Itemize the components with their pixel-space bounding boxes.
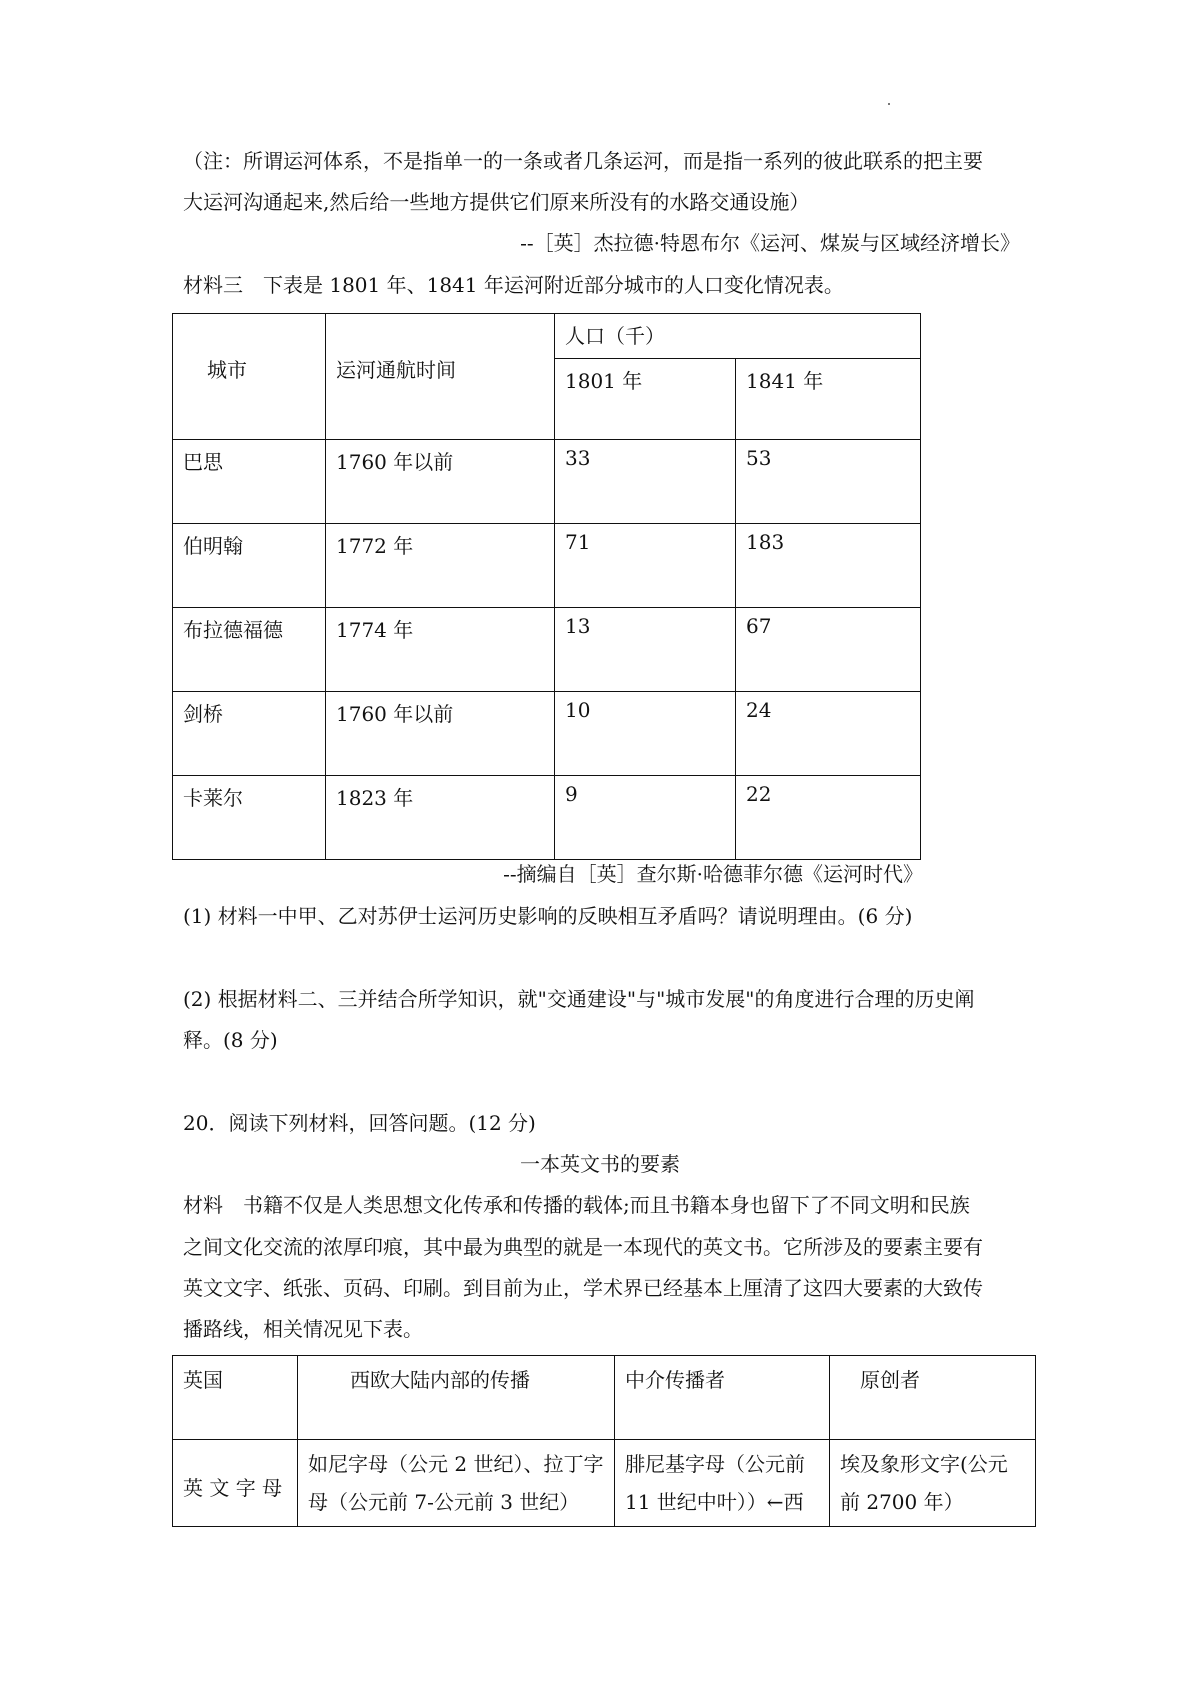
table-header-row: [173, 314, 921, 359]
cell-1841: 183: [736, 524, 921, 608]
cell-city: 巴思: [173, 440, 326, 524]
cell-1841: 67: [736, 608, 921, 692]
cell-1841: 22: [736, 776, 921, 860]
row-label-letters: 英 文 字 母: [173, 1440, 298, 1527]
question-2-line-1: (2) 根据材料二、三并结合所学知识，就"交通建设"与"城市发展"的角度进行合理的历史阐: [183, 987, 975, 1011]
header-city: 城市: [173, 314, 326, 440]
question-2-line-2: 释。(8 分): [183, 1028, 278, 1052]
header-population: 人口（千）: [555, 314, 921, 359]
cell-city: 卡莱尔: [173, 776, 326, 860]
cell-time: 1823 年: [326, 776, 555, 860]
question-20-subtitle: 一本英文书的要素: [520, 1152, 680, 1176]
cell-time: 1760 年以前: [326, 440, 555, 524]
cell-west-europe: 如尼字母（公元 2 世纪）、拉丁字母（公元前 7-公元前 3 世纪）: [298, 1440, 615, 1527]
header-1801: 1801 年: [555, 359, 736, 440]
cell-1801: 71: [555, 524, 736, 608]
material-line: 播路线，相关情况见下表。: [183, 1317, 423, 1341]
cell-time: 1772 年: [326, 524, 555, 608]
note-source: --［英］杰拉德·特恩布尔《运河、煤炭与区域经济增长》: [520, 231, 1020, 255]
material-line: 英文文字、纸张、页码、印刷。到目前为止，学术界已经基本上厘清了这四大要素的大致传: [183, 1276, 983, 1300]
scan-speck: [888, 103, 890, 105]
note-line-1: （注：所谓运河体系，不是指单一的一条或者几条运河，而是指一系列的彼此联系的把主要: [183, 149, 983, 173]
cell-1801: 9: [555, 776, 736, 860]
question-20-title: 20．阅读下列材料，回答问题。(12 分): [183, 1111, 536, 1135]
cell-city: 剑桥: [173, 692, 326, 776]
cell-1801: 33: [555, 440, 736, 524]
cell-1841: 24: [736, 692, 921, 776]
table-source: --摘编自［英］查尔斯·哈德菲尔德《运河时代》: [503, 862, 923, 886]
table-row: [173, 608, 921, 692]
cell-city: 伯明翰: [173, 524, 326, 608]
cell-1801: 10: [555, 692, 736, 776]
header-west-europe: 西欧大陆内部的传播: [298, 1356, 615, 1440]
material3-intro: 材料三 下表是 1801 年、1841 年运河附近部分城市的人口变化情况表。: [183, 273, 844, 297]
material-line: 之间文化交流的浓厚印痕，其中最为典型的就是一本现代的英文书。它所涉及的要素主要有: [183, 1235, 983, 1259]
header-intermediary: 中介传播者: [615, 1356, 830, 1440]
table-row: [173, 692, 921, 776]
header-uk: 英国: [173, 1356, 298, 1440]
note-line-2: 大运河沟通起来,然后给一些地方提供它们原来所没有的水路交通设施）: [183, 190, 810, 214]
header-1841: 1841 年: [736, 359, 921, 440]
cell-1841: 53: [736, 440, 921, 524]
header-originator: 原创者: [830, 1356, 1036, 1440]
cell-1801: 13: [555, 608, 736, 692]
table-row: [173, 440, 921, 524]
table-row: [173, 776, 921, 860]
population-table: [172, 313, 921, 860]
cell-originator: 埃及象形文字(公元前 2700 年）: [830, 1440, 1036, 1527]
cell-time: 1760 年以前: [326, 692, 555, 776]
book-elements-table: [172, 1355, 1036, 1527]
table-header-row: [173, 1356, 1036, 1440]
header-navigation-time: 运河通航时间: [326, 314, 555, 440]
cell-city: 布拉德福德: [173, 608, 326, 692]
cell-time: 1774 年: [326, 608, 555, 692]
material-line: 材料 书籍不仅是人类思想文化传承和传播的载体;而且书籍本身也留下了不同文明和民族: [183, 1193, 970, 1217]
cell-intermediary: 腓尼基字母（公元前 11 世纪中叶））←西: [615, 1440, 830, 1527]
question-1: (1) 材料一中甲、乙对苏伊士运河历史影响的反映相互矛盾吗？请说明理由。(6 分): [183, 904, 913, 928]
table-row: [173, 524, 921, 608]
table-row: [173, 1440, 1036, 1527]
